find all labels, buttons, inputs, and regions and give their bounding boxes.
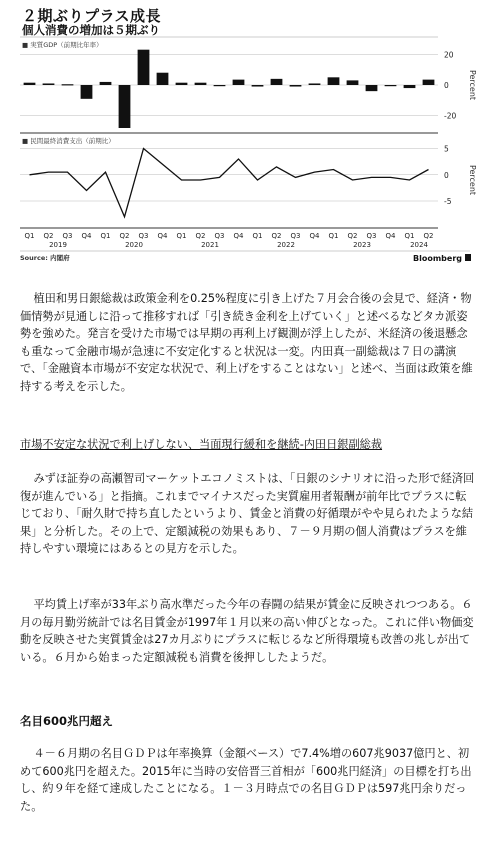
x-year-label: 2020 xyxy=(125,241,143,249)
bloomberg-mark-icon xyxy=(465,254,471,261)
x-tick-label: Q3 xyxy=(214,232,225,240)
x-year-label: 2023 xyxy=(353,241,371,249)
y-tick-label: 20 xyxy=(444,50,454,60)
bar xyxy=(423,80,435,85)
article-paragraph-3 xyxy=(20,596,475,666)
bar xyxy=(252,85,264,87)
y-tick-label: 5 xyxy=(444,144,449,154)
bar xyxy=(62,84,74,85)
y-axis-label: Percent xyxy=(468,164,477,196)
x-tick-label: Q3 xyxy=(138,232,149,240)
consumption-line xyxy=(30,149,429,217)
chart-source: Source: 内閣府 xyxy=(20,254,70,262)
bar xyxy=(214,85,226,86)
x-tick-label: Q4 xyxy=(233,232,244,240)
x-tick-label: Q1 xyxy=(100,232,111,240)
x-tick-label: Q3 xyxy=(290,232,301,240)
article-paragraph-2 xyxy=(20,470,475,558)
y-tick-label: 0 xyxy=(444,81,449,90)
y-axis-label: Percent xyxy=(468,69,477,101)
section-heading: 名目600兆円超え xyxy=(20,714,114,728)
x-tick-label: Q4 xyxy=(309,232,320,240)
bar xyxy=(385,85,397,86)
bar xyxy=(81,85,93,99)
x-tick-label: Q1 xyxy=(24,232,35,240)
bar xyxy=(328,77,340,85)
paragraph-text: みずほ証券の高瀬智司マーケットエコノミストは、「日銀のシナリオに沿った形で経済回復が進んでいる」と指摘。これまでマイナスだった実質雇用者報酬が前年比でプラスに転じており、「耐久財で持ち直したというより、賃金と消費の好循環がやや見られたような結果」と分析した。その上で、定額減税の効果もあり、７－９月期の個人消費はプラスを維持しやすい環境にはあるとの見方を示した。 xyxy=(20,472,475,555)
chart-figure xyxy=(0,0,493,270)
bar xyxy=(24,83,36,85)
x-year-label: 2021 xyxy=(201,241,219,249)
x-tick-label: Q2 xyxy=(119,232,130,240)
bar xyxy=(176,83,188,85)
bar xyxy=(195,83,207,85)
x-tick-label: Q3 xyxy=(62,232,73,240)
bar xyxy=(157,73,169,85)
article-paragraph-4 xyxy=(20,745,475,815)
bar xyxy=(271,79,283,85)
y-tick-label: 0 xyxy=(444,170,449,180)
panel-legend-gdp: ■ 実質GDP（前期比年率） xyxy=(22,41,103,49)
y-tick-label: -5 xyxy=(444,197,452,206)
paragraph-text: 平均賃上げ率が33年ぶり高水準だった今年の春闘の結果が賃金に反映されつつある。６月の毎月勤労統計では名目賃金が1997年１月以来の高い伸びとなった。これに伴い物価変動を反映させた実質賃金は27カ月ぶりにプラスに転じるなど所得環境も改善の兆しが出ている。６月から始まった定額減税も消費を後押ししたようだ。 xyxy=(20,598,474,664)
x-tick-label: Q1 xyxy=(252,232,263,240)
paragraph-text: ４－６月期の名目ＧＤＰは年率換算（金額ベース）で7.4%増の607兆9037億円と、初めて600兆円を超えた。2015年に当時の安倍晋三首相が「600兆円経済」の目標を打ち出し、約９年を経て達成したことになる。１－３月時点での名目ＧＤＰは597兆円余りだった。 xyxy=(20,747,472,813)
chart-title: ２期ぶりプラス成長 xyxy=(22,7,162,25)
chart-svg xyxy=(0,0,493,270)
x-tick-label: Q1 xyxy=(176,232,187,240)
panel-legend-consumption: ■ 民間最終消費支出（前期比） xyxy=(22,137,115,145)
x-year-label: 2024 xyxy=(410,241,428,249)
bar xyxy=(119,85,131,128)
x-tick-label: Q1 xyxy=(404,232,415,240)
bar xyxy=(43,83,55,85)
x-tick-label: Q2 xyxy=(43,232,54,240)
bar xyxy=(366,85,378,91)
article-paragraph-1 xyxy=(20,290,475,395)
x-year-label: 2022 xyxy=(277,241,295,249)
bar xyxy=(347,80,359,85)
bar xyxy=(138,50,150,85)
bloomberg-logo: Bloomberg xyxy=(413,254,462,263)
x-tick-label: Q2 xyxy=(195,232,206,240)
bar xyxy=(290,85,302,87)
x-tick-label: Q2 xyxy=(423,232,434,240)
x-tick-label: Q3 xyxy=(366,232,377,240)
x-year-label: 2019 xyxy=(49,241,67,249)
paragraph-text: 植田和男日銀総裁は政策金利を0.25%程度に引き上げた７月会合後の会見で、経済・物価情勢が見通しに沿って推移すれば「引き続き金利を上げていく」と述べるなどタカ派姿勢を強めた。発言を受けた市場では早期の再利上げ観測が浮上したが、米経済の後退懸念も重なって金融市場が急速に不安定化すると状況は一変。内田真一副総裁は７日の講演で、「金融資本市場が不安定な状況で、利上げをすることはない」と述べ、当面は政策を維持する考えを示した。 xyxy=(20,292,473,393)
y-tick-label: -20 xyxy=(444,111,457,121)
chart-subtitle: 個人消費の増加は５期ぶり xyxy=(22,23,160,37)
x-tick-label: Q2 xyxy=(347,232,358,240)
bar xyxy=(309,83,321,85)
x-tick-label: Q1 xyxy=(328,232,339,240)
x-tick-label: Q4 xyxy=(81,232,92,240)
related-article-link[interactable]: 市場不安定な状況で利上げしない、当面現行緩和を継続-内田日銀副総裁 xyxy=(20,438,383,451)
x-tick-label: Q2 xyxy=(271,232,282,240)
bar xyxy=(233,80,245,85)
bar xyxy=(404,85,416,88)
bar xyxy=(100,82,112,85)
x-tick-label: Q4 xyxy=(157,232,168,240)
x-tick-label: Q4 xyxy=(385,232,396,240)
